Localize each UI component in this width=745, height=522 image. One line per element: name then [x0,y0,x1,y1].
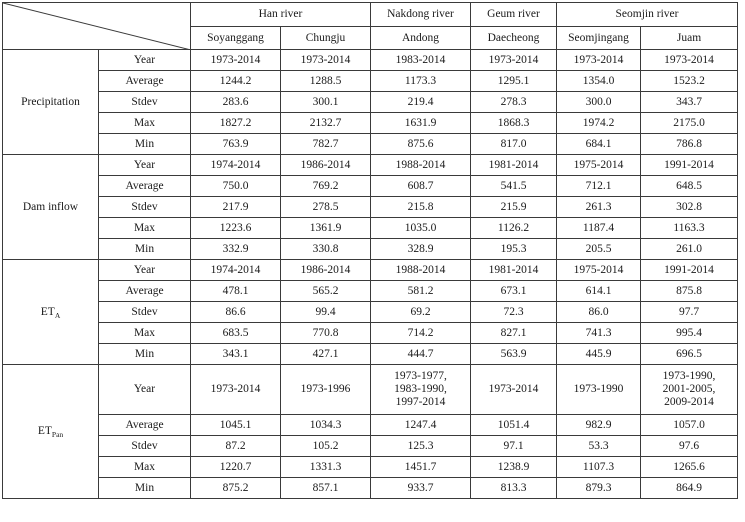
value-cell-soyanggang: 1827.2 [191,113,281,134]
value-cell-seomjingang: 205.5 [557,239,641,260]
value-cell-chungju: 1973-1996 [281,365,371,415]
value-cell-andong: 875.6 [371,134,471,155]
stat-label: Year [99,260,191,281]
value-cell-chungju: 1986-2014 [281,155,371,176]
value-cell-daecheong: 72.3 [471,302,557,323]
value-cell-chungju: 769.2 [281,176,371,197]
value-cell-juam: 786.8 [641,134,738,155]
value-cell-andong: 444.7 [371,344,471,365]
value-cell-soyanggang: 86.6 [191,302,281,323]
table-row [3,155,738,176]
value-cell-daecheong: 541.5 [471,176,557,197]
value-cell-seomjingang: 261.3 [557,197,641,218]
header-row-rivers [3,3,738,27]
table-row [3,323,738,344]
value-cell-daecheong: 195.3 [471,239,557,260]
value-cell-seomjingang: 1107.3 [557,457,641,478]
stat-label: Average [99,281,191,302]
value-cell-andong: 608.7 [371,176,471,197]
section-label-subscript: A [54,310,61,320]
value-cell-soyanggang: 343.1 [191,344,281,365]
value-cell-chungju: 427.1 [281,344,371,365]
value-cell-soyanggang: 283.6 [191,92,281,113]
value-cell-juam: 97.7 [641,302,738,323]
value-cell-juam: 648.5 [641,176,738,197]
value-cell-daecheong: 827.1 [471,323,557,344]
value-cell-seomjingang: 53.3 [557,436,641,457]
value-cell-seomjingang: 300.0 [557,92,641,113]
value-cell-soyanggang: 875.2 [191,478,281,499]
table-body [3,50,738,499]
table-row [3,113,738,134]
value-cell-juam: 696.5 [641,344,738,365]
value-cell-chungju: 1331.3 [281,457,371,478]
value-cell-andong: 1631.9 [371,113,471,134]
value-cell-daecheong: 1981-2014 [471,155,557,176]
value-cell-juam: 864.9 [641,478,738,499]
section-label-precipitation [3,50,99,155]
value-cell-daecheong: 1973-2014 [471,50,557,71]
value-cell-andong: 1973-1977, 1983-1990, 1997-2014 [371,365,471,415]
value-cell-andong: 1451.7 [371,457,471,478]
value-cell-andong: 581.2 [371,281,471,302]
stat-label: Stdev [99,302,191,323]
value-cell-seomjingang: 1973-1990 [557,365,641,415]
table-row [3,436,738,457]
value-cell-chungju: 1288.5 [281,71,371,92]
stat-label: Year [99,50,191,71]
value-cell-juam: 1523.2 [641,71,738,92]
value-cell-juam: 1163.3 [641,218,738,239]
value-cell-andong: 215.8 [371,197,471,218]
value-cell-andong: 714.2 [371,323,471,344]
stat-label: Average [99,71,191,92]
value-cell-daecheong: 1295.1 [471,71,557,92]
value-cell-daecheong: 1051.4 [471,415,557,436]
stat-label: Year [99,155,191,176]
value-cell-juam: 302.8 [641,197,738,218]
value-cell-soyanggang: 683.5 [191,323,281,344]
value-cell-chungju: 770.8 [281,323,371,344]
table-row [3,71,738,92]
stat-label: Max [99,457,191,478]
table-row [3,134,738,155]
value-cell-soyanggang: 1223.6 [191,218,281,239]
data-table [2,2,738,499]
value-cell-chungju: 782.7 [281,134,371,155]
value-cell-juam: 1057.0 [641,415,738,436]
value-cell-seomjingang: 1975-2014 [557,260,641,281]
value-cell-andong: 219.4 [371,92,471,113]
stat-label: Min [99,239,191,260]
river-header-han: Han river [191,3,371,27]
value-cell-chungju: 857.1 [281,478,371,499]
value-cell-seomjingang: 86.0 [557,302,641,323]
value-cell-andong: 125.3 [371,436,471,457]
value-cell-andong: 69.2 [371,302,471,323]
value-cell-chungju: 565.2 [281,281,371,302]
river-header-geum: Geum river [471,3,557,27]
section-label-et-a [3,260,99,365]
stat-label: Min [99,478,191,499]
stat-label: Average [99,415,191,436]
value-cell-seomjingang: 1187.4 [557,218,641,239]
value-cell-seomjingang: 879.3 [557,478,641,499]
value-cell-daecheong: 563.9 [471,344,557,365]
value-cell-soyanggang: 1973-2014 [191,50,281,71]
table-row [3,478,738,499]
table-row [3,176,738,197]
value-cell-seomjingang: 1354.0 [557,71,641,92]
value-cell-andong: 1247.4 [371,415,471,436]
table-row [3,50,738,71]
value-cell-soyanggang: 763.9 [191,134,281,155]
value-cell-andong: 1035.0 [371,218,471,239]
value-cell-soyanggang: 1220.7 [191,457,281,478]
stat-label: Stdev [99,92,191,113]
dam-header-chungju: Chungju [281,27,371,50]
dam-header-daecheong: Daecheong [471,27,557,50]
stat-label: Stdev [99,197,191,218]
value-cell-daecheong: 1126.2 [471,218,557,239]
table-row [3,281,738,302]
value-cell-soyanggang: 217.9 [191,197,281,218]
value-cell-juam: 343.7 [641,92,738,113]
value-cell-soyanggang: 1974-2014 [191,260,281,281]
river-header-seomjin: Seomjin river [557,3,738,27]
value-cell-daecheong: 1238.9 [471,457,557,478]
value-cell-soyanggang: 87.2 [191,436,281,457]
value-cell-juam: 1991-2014 [641,260,738,281]
value-cell-seomjingang: 1975-2014 [557,155,641,176]
value-cell-juam: 1973-1990, 2001-2005, 2009-2014 [641,365,738,415]
value-cell-soyanggang: 332.9 [191,239,281,260]
value-cell-chungju: 330.8 [281,239,371,260]
value-cell-juam: 261.0 [641,239,738,260]
value-cell-daecheong: 1981-2014 [471,260,557,281]
value-cell-daecheong: 215.9 [471,197,557,218]
value-cell-andong: 1988-2014 [371,260,471,281]
value-cell-daecheong: 97.1 [471,436,557,457]
dam-header-soyanggang: Soyanggang [191,27,281,50]
value-cell-seomjingang: 741.3 [557,323,641,344]
value-cell-chungju: 2132.7 [281,113,371,134]
value-cell-juam: 97.6 [641,436,738,457]
value-cell-chungju: 1973-2014 [281,50,371,71]
table-row [3,239,738,260]
stat-label: Max [99,323,191,344]
value-cell-seomjingang: 982.9 [557,415,641,436]
value-cell-andong: 1988-2014 [371,155,471,176]
stat-label: Max [99,113,191,134]
value-cell-chungju: 1986-2014 [281,260,371,281]
value-cell-juam: 875.8 [641,281,738,302]
table-row [3,197,738,218]
value-cell-daecheong: 278.3 [471,92,557,113]
stat-label: Year [99,365,191,415]
dam-header-seomjingang: Seomjingang [557,27,641,50]
value-cell-daecheong: 813.3 [471,478,557,499]
section-label-text: Dam inflow [22,200,79,213]
value-cell-chungju: 278.5 [281,197,371,218]
section-label-subscript: Pan [51,430,64,439]
value-cell-soyanggang: 478.1 [191,281,281,302]
section-label-text: ET [40,305,55,318]
table-row [3,260,738,281]
section-label-text: ET [37,425,52,437]
value-cell-daecheong: 673.1 [471,281,557,302]
value-cell-chungju: 105.2 [281,436,371,457]
value-cell-seomjingang: 712.1 [557,176,641,197]
value-cell-seomjingang: 1973-2014 [557,50,641,71]
value-cell-juam: 995.4 [641,323,738,344]
stat-label: Min [99,344,191,365]
value-cell-chungju: 1034.3 [281,415,371,436]
dam-header-andong: Andong [371,27,471,50]
table-row [3,218,738,239]
value-cell-juam: 1991-2014 [641,155,738,176]
value-cell-andong: 1173.3 [371,71,471,92]
value-cell-soyanggang: 1974-2014 [191,155,281,176]
value-cell-daecheong: 1973-2014 [471,365,557,415]
value-cell-chungju: 300.1 [281,92,371,113]
value-cell-chungju: 1361.9 [281,218,371,239]
corner-cell [3,3,191,50]
value-cell-chungju: 99.4 [281,302,371,323]
stat-label: Stdev [99,436,191,457]
section-label-dam-inflow [3,155,99,260]
value-cell-juam: 1265.6 [641,457,738,478]
dam-header-juam: Juam [641,27,738,50]
table-container [2,2,738,499]
value-cell-andong: 1983-2014 [371,50,471,71]
value-cell-daecheong: 817.0 [471,134,557,155]
section-label-et-pan [3,365,99,499]
value-cell-seomjingang: 684.1 [557,134,641,155]
value-cell-seomjingang: 445.9 [557,344,641,365]
value-cell-soyanggang: 750.0 [191,176,281,197]
table-row [3,302,738,323]
value-cell-seomjingang: 1974.2 [557,113,641,134]
value-cell-juam: 1973-2014 [641,50,738,71]
table-row [3,457,738,478]
value-cell-andong: 328.9 [371,239,471,260]
value-cell-seomjingang: 614.1 [557,281,641,302]
section-label-text: Precipitation [21,95,80,108]
value-cell-soyanggang: 1244.2 [191,71,281,92]
value-cell-soyanggang: 1973-2014 [191,365,281,415]
value-cell-andong: 933.7 [371,478,471,499]
stat-label: Min [99,134,191,155]
table-row [3,415,738,436]
table-row [3,92,738,113]
river-header-nakdong: Nakdong river [371,3,471,27]
table-row [3,365,738,415]
corner-diagonal-line [3,3,191,50]
value-cell-daecheong: 1868.3 [471,113,557,134]
value-cell-juam: 2175.0 [641,113,738,134]
stat-label: Max [99,218,191,239]
table-row [3,344,738,365]
value-cell-soyanggang: 1045.1 [191,415,281,436]
stat-label: Average [99,176,191,197]
